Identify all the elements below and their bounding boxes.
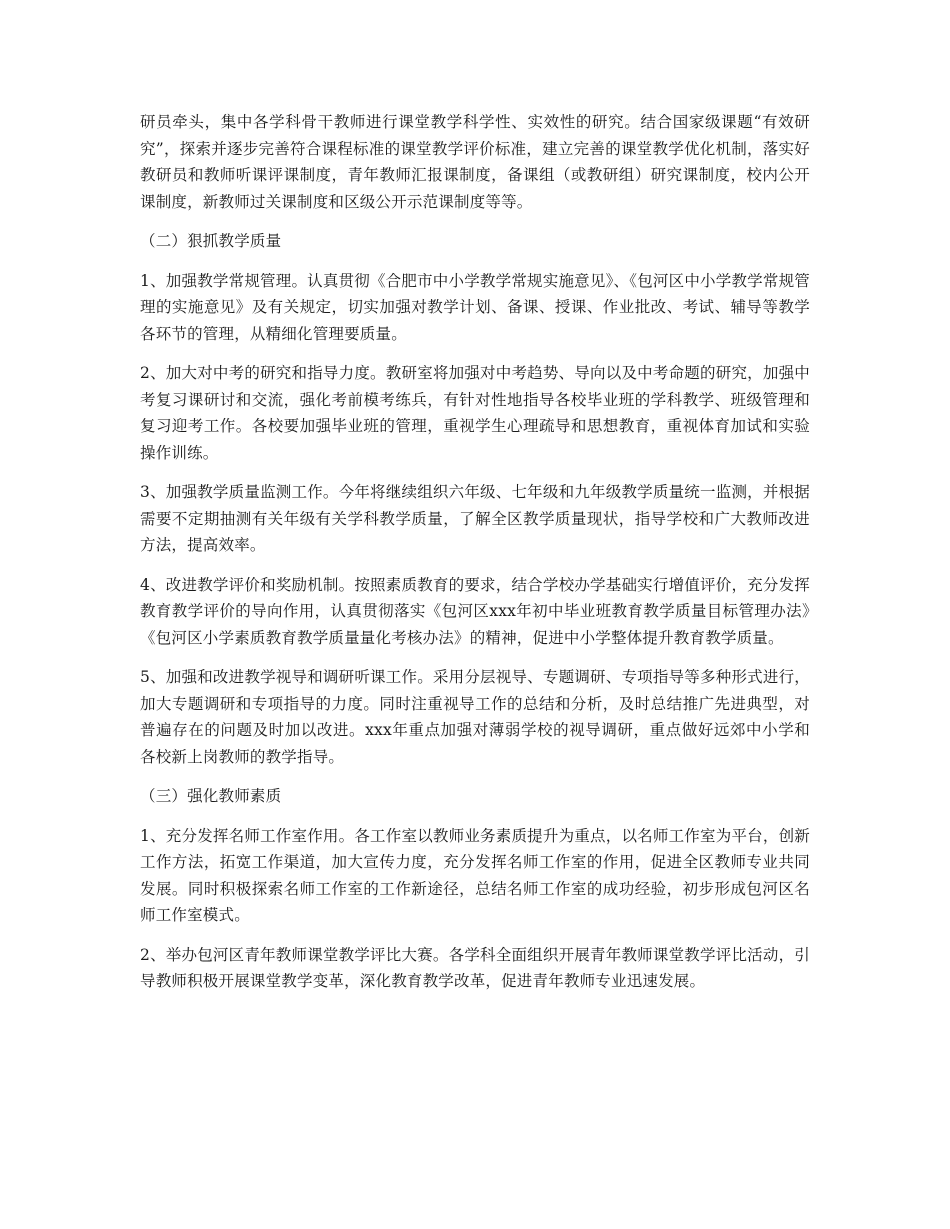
section-heading-3: （三）强化教师素质	[140, 787, 282, 805]
section-heading-2: （二）狠抓教学质量	[140, 232, 282, 250]
paragraph-item-2-5: 5、加强和改进教学视导和调研听课工作。采用分层视导、专题调研、专项指导等多种形式进行，加大专题调研和专项指导的力度。同时注重视导工作的总结和分析，及时总结推广先进典型，对普遍存在的问题及时加以改进。xxx年重点加强对薄弱学校的视导调研，重点做好远郊中小学和各校新上岗教师的教学指导。	[140, 668, 810, 766]
paragraph-item-3-1: 1、充分发挥名师工作室作用。各工作室以教师业务素质提升为重点，以名师工作室为平台，创新工作方法，拓宽工作渠道，加大宣传力度，充分发挥名师工作室的作用，促进全区教师专业共同发展。同时积极探索名师工作室的工作新途径，总结名师工作室的成功经验，初步形成包河区名师工作室模式。	[140, 826, 810, 924]
paragraph-item-2-1: 1、加强教学常规管理。认真贯彻《合肥市中小学教学常规实施意见》、《包河区中小学教学常规管理的实施意见》及有关规定，切实加强对教学计划、备课、授课、作业批改、考试、辅导等教学各环节的管理，从精细化管理要质量。	[140, 271, 810, 343]
paragraph-item-2-3: 3、加强教学质量监测工作。今年将继续组织六年级、七年级和九年级教学质量统一监测，并根据需要不定期抽测有关年级有关学科教学质量，了解全区教学质量现状，指导学校和广大教师改进方法，提高效率。	[140, 483, 810, 554]
paragraph-intro: 研员牵头，集中各学科骨干教师进行课堂教学科学性、实效性的研究。结合国家级课题“有效研究”，探索并逐步完善符合课程标准的课堂教学评价标准，建立完善的课堂教学优化机制，落实好教研员和教师听课评课制度，青年教师汇报课制度，备课组（或教研组）研究课制度，校内公开课制度，新教师过关课制度和区级公开示范课制度等等。	[140, 113, 810, 211]
paragraph-item-2-4: 4、改进教学评价和奖励机制。按照素质教育的要求，结合学校办学基础实行增值评价，充分发挥教育教学评价的导向作用，认真贯彻落实《包河区xxx年初中毕业班教育教学质量目标管理办法》《包河区小学素质教育教学质量量化考核办法》的精神，促进中小学整体提升教育教学质量。	[140, 575, 810, 647]
document-body	[140, 109, 810, 1008]
paragraph-item-2-2: 2、加大对中考的研究和指导力度。教研室将加强对中考趋势、导向以及中考命题的研究，加强中考复习课研讨和交流，强化考前模考练兵，有针对性地指导各校毕业班的学科教学、班级管理和复习迎考工作。各校要加强毕业班的管理，重视学生心理疏导和思想教育，重视体育加试和实验操作训练。	[140, 364, 810, 462]
paragraph-item-3-2: 2、举办包河区青年教师课堂教学评比大赛。各学科全面组织开展青年教师课堂教学评比活动，引导教师积极开展课堂教学变革，深化教育教学改革，促进青年教师专业迅速发展。	[140, 945, 810, 990]
